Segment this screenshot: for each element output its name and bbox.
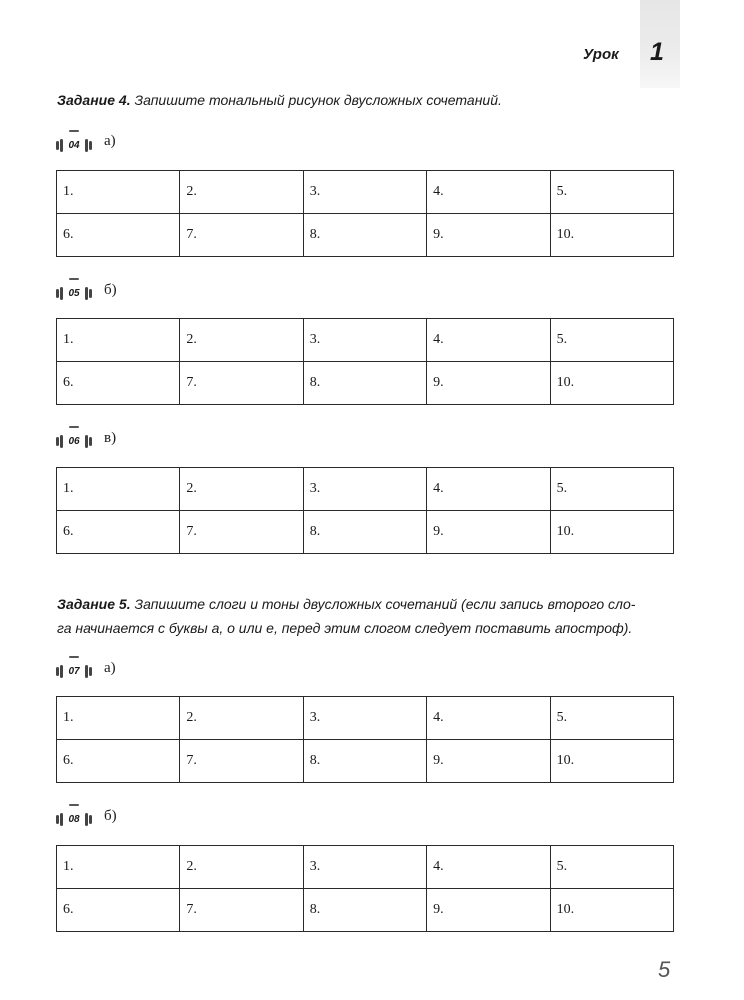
answer-table-06 [56,467,674,554]
table-cell[interactable]: 5. [550,846,673,889]
audio-track-08[interactable] [56,804,92,830]
table-cell[interactable]: 4. [427,846,550,889]
table-cell[interactable]: 7. [180,740,303,783]
sub-label-a: а) [104,133,116,149]
track-number: 07 [68,666,80,677]
task4-label: Задание 4. [57,92,131,108]
table-row [57,362,674,405]
sub-label-v: в) [104,430,117,446]
table-cell[interactable]: 6. [57,362,180,405]
table-row [57,846,674,889]
task4-text: Запишите тональный рисунок двусложных сочетаний. [134,92,502,108]
table-row [57,214,674,257]
page-number: 5 [658,957,671,982]
table-row [57,171,674,214]
audio-track-05[interactable] [56,278,92,304]
table-cell[interactable]: 5. [550,171,673,214]
table-cell[interactable]: 10. [550,740,673,783]
table-cell[interactable]: 4. [427,319,550,362]
table-cell[interactable]: 6. [57,740,180,783]
task5-text-line1: Запишите слоги и тоны двусложных сочетаний (если запись второго сло- [134,596,636,612]
headphones-icon [69,804,79,806]
table-row [57,511,674,554]
table-cell[interactable]: 10. [550,511,673,554]
table-cell[interactable]: 8. [303,511,426,554]
table-cell[interactable]: 1. [57,846,180,889]
table-cell[interactable]: 7. [180,362,303,405]
table-cell[interactable]: 4. [427,468,550,511]
lesson-number: 1 [650,38,664,66]
table-row [57,319,674,362]
track-number: 04 [68,140,80,151]
answer-table-08 [56,845,674,932]
table-cell[interactable]: 3. [303,697,426,740]
headphones-icon [69,278,79,280]
audio-track-07[interactable] [56,656,92,682]
table-cell[interactable]: 8. [303,740,426,783]
table-cell[interactable]: 2. [180,319,303,362]
table-cell[interactable]: 3. [303,846,426,889]
table-row [57,889,674,932]
table-row [57,697,674,740]
table-cell[interactable]: 2. [180,846,303,889]
task5-title [57,592,685,640]
table-cell[interactable]: 9. [427,362,550,405]
table-cell[interactable]: 5. [550,697,673,740]
table-cell[interactable]: 1. [57,697,180,740]
table-cell[interactable]: 9. [427,889,550,932]
track-number: 05 [68,288,80,299]
sub-label-a: а) [104,660,116,676]
answer-table-07 [56,696,674,783]
table-cell[interactable]: 6. [57,511,180,554]
table-cell[interactable]: 7. [180,889,303,932]
table-cell[interactable]: 8. [303,889,426,932]
table-cell[interactable]: 8. [303,362,426,405]
task5-label: Задание 5. [57,596,131,612]
table-cell[interactable]: 10. [550,889,673,932]
table-row [57,468,674,511]
table-cell[interactable]: 2. [180,697,303,740]
track-number: 08 [68,814,80,825]
table-cell[interactable]: 4. [427,171,550,214]
answer-table-04 [56,170,674,257]
sub-label-b: б) [104,808,117,824]
table-cell[interactable]: 1. [57,319,180,362]
audio-track-04[interactable] [56,130,92,156]
track-number: 06 [68,436,80,447]
table-cell[interactable]: 5. [550,319,673,362]
headphones-icon [69,426,79,428]
headphones-icon [69,130,79,132]
table-cell[interactable]: 2. [180,171,303,214]
table-cell[interactable]: 1. [57,171,180,214]
table-row [57,740,674,783]
table-cell[interactable]: 2. [180,468,303,511]
table-cell[interactable]: 10. [550,362,673,405]
table-cell[interactable]: 3. [303,468,426,511]
table-cell[interactable]: 3. [303,319,426,362]
table-cell[interactable]: 5. [550,468,673,511]
table-cell[interactable]: 7. [180,214,303,257]
table-cell[interactable]: 6. [57,214,180,257]
table-cell[interactable]: 7. [180,511,303,554]
table-cell[interactable]: 10. [550,214,673,257]
answer-table-05 [56,318,674,405]
task4-title [57,88,685,112]
table-cell[interactable]: 9. [427,740,550,783]
table-cell[interactable]: 9. [427,214,550,257]
headphones-icon [69,656,79,658]
lesson-label: Урок [583,46,619,63]
task5-text-line2: га начинается с буквы а, о или е, перед этим слогом следует поставить апостроф). [57,620,633,636]
sub-label-b: б) [104,282,117,298]
table-cell[interactable]: 3. [303,171,426,214]
audio-track-06[interactable] [56,426,92,452]
table-cell[interactable]: 1. [57,468,180,511]
table-cell[interactable]: 4. [427,697,550,740]
table-cell[interactable]: 8. [303,214,426,257]
table-cell[interactable]: 9. [427,511,550,554]
table-cell[interactable]: 6. [57,889,180,932]
